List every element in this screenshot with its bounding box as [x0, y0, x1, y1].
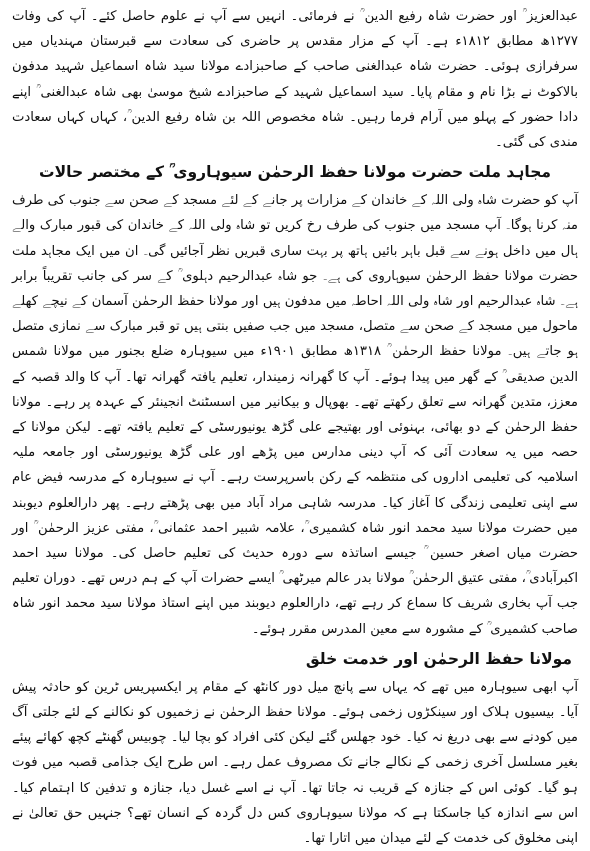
public-service-paragraph: آپ ابھی سیوہارہ میں تھے کہ یہاں سے پانچ میل دور کانٹھ کے مقام پر ایکسپریس ٹرین کو حادثہ پیش آیا۔ بیسیوں ہلاک اور سینکڑوں زخمی ہوئے۔ مولانا حفظ الرحمٰن نے زخمیوں کو نکالنے کے لئے جلتی آگ میں کودنے سے بھی دریغ نہ کیا۔ خود جھلس گئے لیکن کئی افراد کو بچا لیا۔ چوبیس گھنٹے کچھ کھائے پیئے بغیر مسلسل آخری زخمی کے نکالے جانے تک مصروف عمل رہے۔ اس طرح ایک جذامی قصبہ میں فوت ہو گیا۔ کوئی اس کے جنازہ کے قریب نہ جاتا تھا۔ آپ نے اسے غسل دیا، جنازہ و تدفین کا اہتمام کیا۔ اس سے اندازہ کیا جاسکتا ہے کہ مولانا سیوہاروی کس دل گردہ کے انسان تھے؟ جنہیں حق تعالیٰ نے اپنی مخلوق کی خدمت کے لئے میدان میں اتارا تھا۔ [12, 679, 578, 847]
intro-paragraph: عبدالعزیز ؒ اور حضرت شاہ رفیع الدین ؒ نے فرمائی۔ انہیں سے آپ نے علوم حاصل کئے۔ آپ کی وفات ۱۲۷۷ھ مطابق ۱۸۱۲ء ہے۔ آپ کے مزار مقدس پر حاضری کی سعادت سے قبرستان مہندیاں میں سرفرازی ہوئی۔ حضرت شاہ عبدالغنی صاحب کے صاحبزادے مولانا سید شاہ اسماعیل شہید مدفون بالاکوٹ نے بڑا نام و مقام پایا۔ سید اسماعیل شہید کے صاحبزادے شیخ موسیٰ بھی شاہ عبدالغنی ؒ اپنے دادا حضور کے پہلو میں آرام فرما رہیں۔ شاہ مخصوص اللہ بن شاہ رفیع الدین ؒ، کہاں کہاں سعادت مندی کی گئی۔ [12, 9, 578, 151]
section-heading-biography: مجاہد ملت حضرت مولانا حفظ الرحمٰن سیوہاروی ؒ کے مختصر حالات [39, 163, 551, 182]
section-heading-public-service: مولانا حفظ الرحمٰن اور خدمت خلق [305, 649, 572, 668]
biography-paragraph: آپ کو حضرت شاہ ولی اللہ کے خاندان کے مزارات پر جانے کے لئے مسجد کے صحن سے جنوب کی طرف منہ کرنا ہوگا۔ آپ مسجد میں جنوب کی طرف رخ کریں تو شاہ ولی اللہ کے خاندان کی قبور مبارک والے ہال میں داخل ہونے سے قبل باہر بائیں ہاتھ پر بہت ساری قبریں نظر آجائیں گی۔ ان میں ایک مجاہد ملت حضرت مولانا حفظ الرحمٰن سیوہاروی کی ہے۔ جو شاہ عبدالرحیم دہلوی ؒ کے سر کی جانب تقریباً برابر ہے۔ شاہ عبدالرحیم اور شاہ ولی اللہ احاطہ میں مدفون ہیں اور مولانا حفظ الرحمٰن آسمان کے نیچے کھلے ماحول میں مسجد کے صحن سے متصل، مسجد میں جب صفیں بنتی ہیں تو قبر مبارک سے نمازی متصل ہو جاتے ہیں۔ مولانا حفظ الرحمٰن ؒ ۱۳۱۸ھ مطابق ۱۹۰۱ء میں سیوہارہ ضلع بجنور میں مولانا شمس الدین صدیقی ؒ کے گھر میں پیدا ہوئے۔ آپ کا گھرانہ زمیندار، تعلیم یافتہ گھرانہ تھا۔ آپ کا والد قصبہ کے معزز، متدین گھرانہ سے تعلق رکھتے تھے۔ بھوپال و بیکانیر میں اسسٹنٹ انجینئر کے عہدہ پر رہے۔ مولانا حفظ الرحمٰن کے دو بھائی، بہنوئی اور بھتیجے علی گڑھ یونیورسٹی کے تعلیم یافتہ تھے۔ لیکن مولانا کے حصہ میں یہ سعادت آئی کہ آپ دینی مدارس میں پڑھے اور علی گڑھ یونیورسٹی اور جامعہ ملیہ اسلامیہ کی تعلیمی اداروں کی منتظمہ کے رکن باسرپرست رہے۔ آپ نے سیوہارہ کے مدرسہ فیض عام سے اپنی تعلیمی زندگی کا آغاز کیا۔ مدرسہ شاہی مراد آباد میں بھی پڑھتے رہے۔ پھر دارالعلوم دیوبند میں حضرت مولانا سید محمد انور شاہ کشمیری ؒ، علامہ شبیر احمد عثمانی ؒ، مفتی عزیز الرحمٰن ؒ اور حضرت میاں اصغر حسین ؒ جیسے اساتذہ سے دورہ حدیث کی تعلیم حاصل کی۔ مولانا سید احمد اکبرآبادی ؒ، مفتی عتیق الرحمٰن ؒ مولانا بدر عالم میرٹھی ؒ ایسے حضرات آپ کے ہم درس تھے۔ دوران تعلیم جب آپ بخاری شریف کا سماع کر رہے تھے، دارالعلوم دیوبند میں اپنے استاذ مولانا سید محمد انور شاہ صاحب کشمیری ؒ کے مشورہ سے معین المدرس مقرر ہوئے۔ [12, 193, 579, 637]
